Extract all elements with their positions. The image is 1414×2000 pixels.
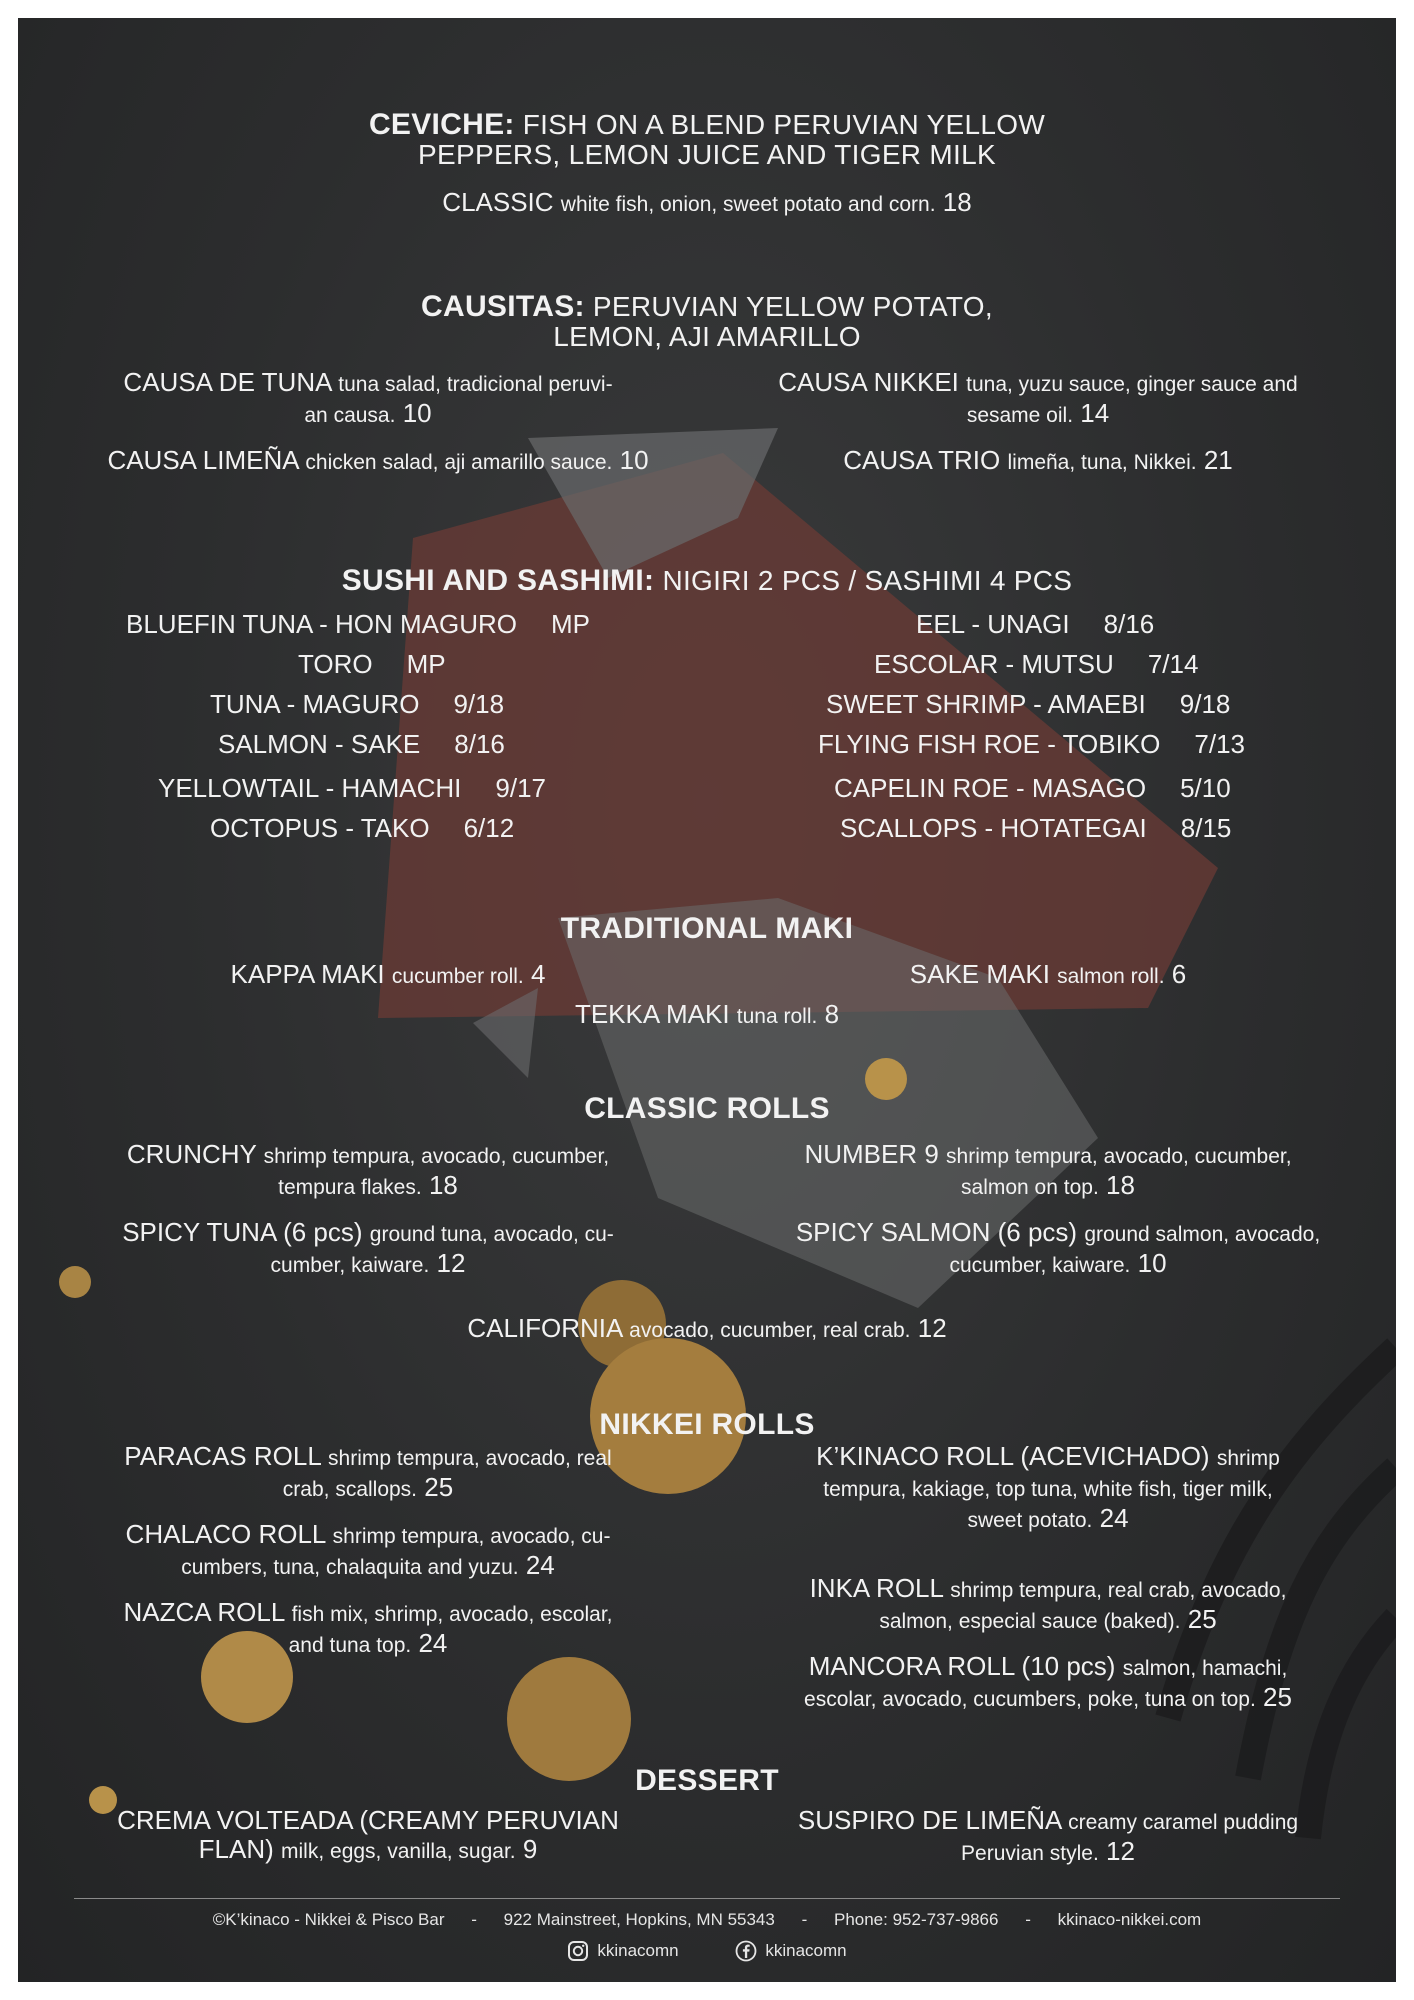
dessert-heading: DESSERT [635,1764,779,1797]
sushi-item-right: FLYING FISH ROE - TOBIKO 7/13 [818,729,1246,759]
sushi-subtitle: NIGIRI 2 PCS / SASHIMI 4 PCS [662,565,1073,596]
maki-heading: TRADITIONAL MAKI [560,912,854,945]
causitas-subtitle-1: PERUVIAN YELLOW POTATO, [592,291,993,322]
menu-item-causa-limena: CAUSA LIMEÑA chicken salad, aji amarillo sauce. 10 [107,445,649,475]
nikkei-rolls-heading: NIKKEI ROLLS [599,1408,815,1441]
classic-rolls-heading: CLASSIC ROLLS [584,1092,830,1125]
menu-item-causa-nikkei: CAUSA NIKKEI tuna, yuzu sauce, ginger sauce and sesame oil. 14 [778,367,1298,428]
instagram-icon [567,1940,589,1962]
facebook-handle: kkinacomn [765,1941,847,1960]
footer-website[interactable]: kkinaco-nikkei.com [1057,1910,1202,1929]
menu-item-kappa-maki: KAPPA MAKI cucumber roll. 4 [230,959,546,989]
sushi-item-left: OCTOPUS - TAKO 6/12 [210,813,515,843]
menu-item-crema-volteada: CREMA VOLTEADA (CREAMY PERUVIAN FLAN) milk, eggs, vanilla, sugar. 9 [117,1805,619,1864]
footer-social [18,1940,1396,1967]
sushi-item-left: BLUEFIN TUNA - HON MAGURO MP [126,609,591,639]
footer-phone[interactable]: Phone: 952-737-9866 [833,1910,999,1929]
menu-item-kkinaco-roll: K’KINACO ROLL (ACEVICHADO) shrimp tempura, kakiage, top tuna, white fish, tiger milk, sweet potato. 24 [816,1441,1280,1533]
menu-item-crunchy: CRUNCHY shrimp tempura, avocado, cucumber, tempura flakes. 18 [126,1139,610,1200]
ceviche-subtitle-2: PEPPERS, LEMON JUICE AND TIGER MILK [418,139,996,170]
menu-item-tekka-maki: TEKKA MAKI tuna roll. 8 [574,999,840,1029]
sushi-heading [18,566,1396,596]
sushi-item-left: TORO MP [298,649,446,679]
footer-divider [74,1898,1340,1899]
menu-item-mancora-roll: MANCORA ROLL (10 pcs) salmon, hamachi, escolar, avocado, cucumbers, poke, tuna on top. 25 [804,1651,1292,1712]
menu-item-causa-de-tuna: CAUSA DE TUNA tuna salad, tradicional peruvi- an causa. 10 [123,367,613,428]
menu-item-spicy-salmon: SPICY SALMON (6 pcs) ground salmon, avocado, cucumber, kaiware. 10 [795,1217,1321,1278]
menu-item-chalaco-roll: CHALACO ROLL shrimp tempura, avocado, cu- cumbers, tuna, chalaquita and yuzu. 24 [125,1519,611,1580]
menu-item-california: CALIFORNIA avocado, cucumber, real crab. 12 [467,1313,947,1343]
menu-item-sake-maki: SAKE MAKI salmon roll. 6 [909,959,1187,989]
menu-item-spicy-tuna: SPICY TUNA (6 pcs) ground tuna, avocado, cu- cumber, kaiware. 12 [122,1217,614,1278]
menu-item-number-9: NUMBER 9 shrimp tempura, avocado, cucumber, salmon on top. 18 [804,1139,1292,1200]
facebook-icon [735,1940,757,1962]
ceviche-subtitle-1: FISH ON A BLEND PERUVIAN YELLOW [522,109,1046,140]
causitas-heading [18,292,1396,352]
causitas-subtitle-2: LEMON, AJI AMARILLO [553,321,861,352]
gold-foil-dot [507,1657,631,1781]
causitas-title: CAUSITAS: [421,290,585,323]
footer-info: ©K’kinaco - Nikkei & Pisco Bar - 922 Mainstreet, Hopkins, MN 55343 - Phone: 952-737-9866 - kkinaco-nikkei.com [212,1910,1202,1929]
sushi-item-right: SCALLOPS - HOTATEGAI 8/15 [840,813,1232,843]
menu-item-causa-trio: CAUSA TRIO limeña, tuna, Nikkei. 21 [843,445,1233,475]
sushi-item-right: EEL - UNAGI 8/16 [916,609,1155,639]
sushi-item-left: SALMON - SAKE 8/16 [218,729,505,759]
sushi-item-left: YELLOWTAIL - HAMACHI 9/17 [158,773,546,803]
sushi-item-right: SWEET SHRIMP - AMAEBI 9/18 [826,689,1231,719]
sushi-item-right: CAPELIN ROE - MASAGO 5/10 [834,773,1231,803]
menu-item-nazca-roll: NAZCA ROLL fish mix, shrimp, avocado, escolar, and tuna top. 24 [123,1597,613,1658]
instagram-link[interactable] [567,1940,678,1962]
sushi-item-right: ESCOLAR - MUTSU 7/14 [874,649,1199,679]
ceviche-title: CEVICHE: [368,108,515,141]
menu-item-paracas-roll: PARACAS ROLL shrimp tempura, avocado, real crab, scallops. 25 [124,1441,612,1502]
menu-item-inka-roll: INKA ROLL shrimp tempura, real crab, avocado, salmon, especial sauce (baked). 25 [809,1573,1287,1634]
gold-foil-dot [59,1266,91,1298]
menu-page [18,18,1396,1982]
menu-item-classic-ceviche: CLASSIC white fish, onion, sweet potato and corn. 18 [442,187,972,217]
sushi-title: SUSHI AND SASHIMI: [341,564,655,597]
menu-item-suspiro-de-limena: SUSPIRO DE LIMEÑA creamy caramel pudding Peruvian style. 12 [797,1805,1299,1866]
footer-address: 922 Mainstreet, Hopkins, MN 55343 [503,1910,775,1929]
footer-copyright: ©K’kinaco - Nikkei & Pisco Bar [212,1910,445,1929]
sushi-item-left: TUNA - MAGURO 9/18 [210,689,505,719]
instagram-handle: kkinacomn [597,1941,679,1960]
ceviche-heading [18,110,1396,170]
facebook-link[interactable] [735,1940,846,1962]
